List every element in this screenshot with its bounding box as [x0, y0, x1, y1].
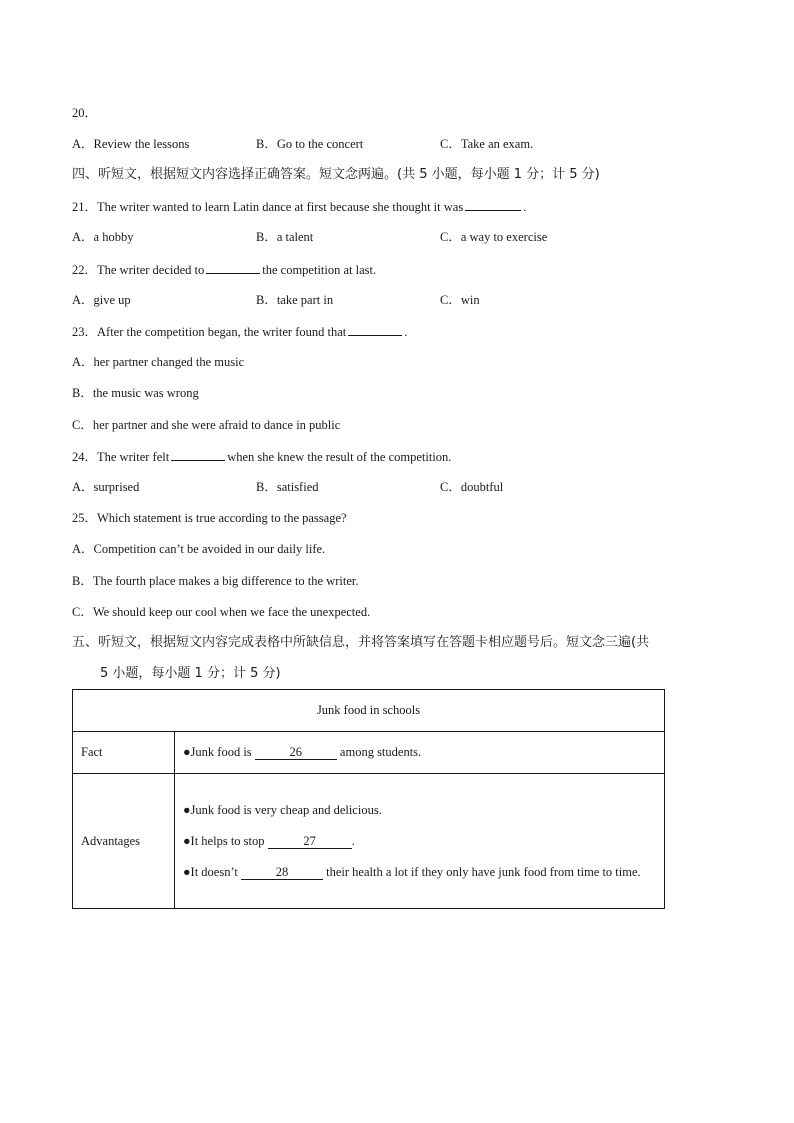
advantage-3	[183, 857, 656, 888]
q22-stem-before: 22．The writer decided to	[72, 263, 205, 277]
q24-stem-after: when she knew the result of the competition.	[227, 450, 452, 464]
q20-option-a: A．Review the lessons	[72, 137, 190, 151]
q22-option-a: A．give up	[72, 293, 131, 307]
q21-stem-after: .	[523, 200, 527, 214]
q23-option-a: A．her partner changed the music	[72, 355, 245, 369]
advantage-3-before: ●It doesn’t	[183, 864, 238, 879]
fact-label: Fact	[73, 732, 175, 774]
section5-heading-line2: 5 小题，每小题 1 分；计 5 分)	[100, 666, 281, 681]
table-title: Junk food in schools	[73, 690, 665, 732]
q25-option-c: C．We should keep our cool when we face the unexpected.	[72, 605, 371, 619]
advantages-content	[175, 774, 665, 909]
q22-answer-blank	[206, 261, 260, 274]
q23-stem-after: .	[404, 325, 408, 339]
blank-27: 27	[268, 835, 352, 849]
q23-option-b: B．the music was wrong	[72, 386, 199, 400]
q24-stem	[72, 448, 451, 465]
q21-option-c: C．a way to exercise	[440, 230, 548, 244]
q24-option-b: B．satisfied	[256, 480, 319, 494]
q23-answer-blank	[348, 323, 402, 336]
table-title-row	[73, 690, 665, 732]
fact-text-before: ●Junk food is	[183, 745, 252, 759]
q25-option-b: B．The fourth place makes a big difference to the writer.	[72, 574, 359, 588]
advantage-2-before: ●It helps to stop	[183, 833, 265, 848]
q20-option-c: C．Take an exam.	[440, 137, 534, 151]
fact-content	[175, 732, 665, 774]
blank-26: 26	[255, 746, 337, 760]
junk-food-table	[72, 689, 665, 909]
q24-option-c: C．doubtful	[440, 480, 504, 494]
q24-answer-blank	[171, 448, 225, 461]
q22-option-c: C．win	[440, 293, 480, 307]
q22-stem-after: the competition at last.	[262, 263, 377, 277]
advantages-label: Advantages	[73, 774, 175, 909]
advantage-1: ●Junk food is very cheap and delicious.	[183, 802, 382, 817]
q22-stem	[72, 261, 376, 278]
q23-stem-before: 23．After the competition began, the writer found that	[72, 325, 347, 339]
q23-stem	[72, 323, 407, 340]
q21-option-b: B．a talent	[256, 230, 314, 244]
advantage-3-after: their health a lot if they only have junk food from time to time.	[326, 864, 641, 879]
q24-option-a: A．surprised	[72, 480, 140, 494]
q21-stem-before: 21．The writer wanted to learn Latin dance at first because she thought it was	[72, 200, 464, 214]
q21-stem	[72, 198, 526, 215]
fact-text-after: among students.	[339, 745, 422, 759]
advantage-2-after: .	[351, 833, 355, 848]
table-row-advantages	[73, 774, 665, 909]
q25-stem: 25．Which statement is true according to the passage?	[72, 511, 347, 525]
q20-number: 20．	[72, 106, 98, 120]
q23-option-c: C．her partner and she were afraid to dance in public	[72, 418, 341, 432]
section4-heading: 四、听短文，根据短文内容选择正确答案。短文念两遍。(共 5 小题，每小题 1 分；计 5 分)	[72, 167, 600, 182]
q21-answer-blank	[465, 198, 521, 211]
section5-heading-line1: 五、听短文，根据短文内容完成表格中所缺信息，并将答案填写在答题卡相应题号后。短文念三遍(共	[72, 635, 650, 650]
q21-option-a: A．a hobby	[72, 230, 134, 244]
q20-option-b: B．Go to the concert	[256, 137, 364, 151]
blank-28: 28	[241, 866, 323, 880]
q25-option-a: A．Competition can’t be avoided in our daily life.	[72, 542, 326, 556]
table-row-fact	[73, 732, 665, 774]
advantage-2	[183, 826, 656, 857]
q24-stem-before: 24．The writer felt	[72, 450, 170, 464]
q22-option-b: B．take part in	[256, 293, 334, 307]
